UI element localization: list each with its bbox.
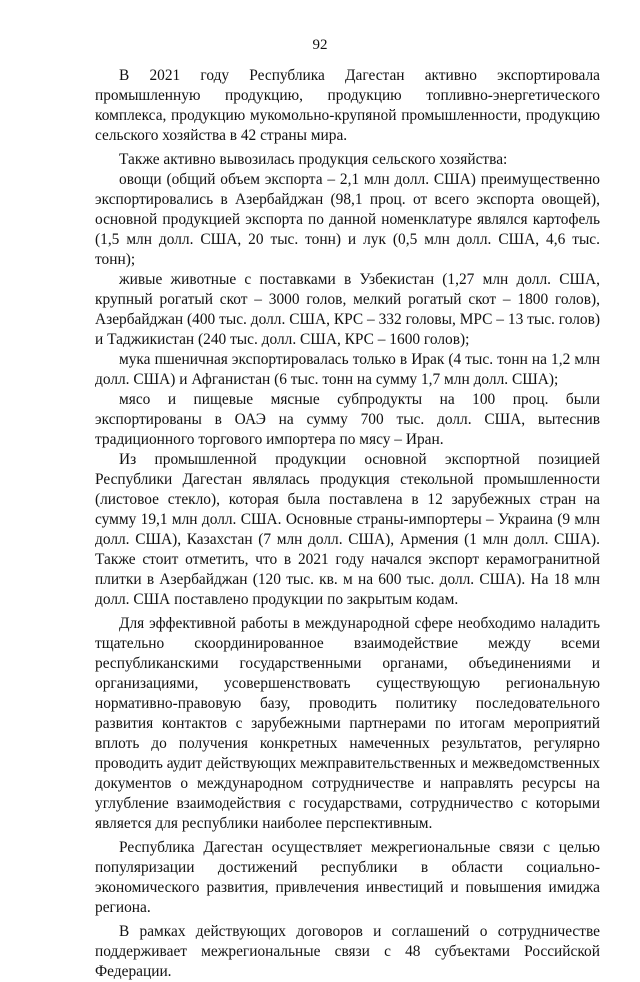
paragraph-agri-intro: Также активно вывозилась продукция сельского хозяйства:	[119, 151, 508, 168]
paragraph-export-overview: В 2021 году Республика Дагестан активно экспортировала промышленную продукцию, продукцию топливно-энергетического комплекса, продукцию мукомольно-крупяной промышленности, продукцию сельского хозяйства в 42 страны мира.	[95, 67, 600, 144]
paragraph-agreements: В рамках действующих договоров и соглашений о сотрудничестве поддерживает межрегиональные связи с 48 субъектами Российской Федерации.	[95, 923, 600, 980]
paragraph-meat: мясо и пищевые мясные субпродукты на 100 проц. были экспортированы в ОАЭ на сумму 700 тыс. долл. США, вытеснив традиционного торгового импортера по мясу – Иран.	[95, 391, 600, 448]
paragraph-livestock: живые животные с поставками в Узбекистан (1,27 млн долл. США, крупный рогатый скот – 3000 голов, мелкий рогатый скот – 1800 голов), Азербайджан (400 тыс. долл. США, КРС – 332 головы, МРС – 13 тыс. голов) и Таджикистан (240 тыс. долл. США, КРС – 1600 голов);	[95, 271, 600, 348]
paragraph-industrial: Из промышленной продукции основной экспортной позицией Республики Дагестан являлась продукция стекольной промышленности (листовое стекло), которая была поставлена в 12 зарубежных стран на сумму 19,1 млн долл. США. Основные страны-импортеры – Украина (9 млн долл. США), Казахстан (7 млн долл. США), Армения (1 млн долл. США). Также стоит отметить, что в 2021 году начался экспорт керамогранитной плитки в Азербайджан (120 тыс. кв. м на 600 тыс. долл. США). На 18 млн долл. США поставлено продукции по закрытым кодам.	[95, 451, 600, 608]
paragraph-interregional-links: Республика Дагестан осуществляет межрегиональные связи с целью популяризации достижений республики в области социально-экономического развития, привлечения инвестиций и повышения имиджа региона.	[95, 839, 600, 916]
page-number: 92	[312, 37, 328, 53]
paragraph-international-cooperation: Для эффективной работы в международной сфере необходимо наладить тщательно скоординированное взаимодействие между всеми республиканскими государственными органами, объединениями и организациями, усовершенствовать существующую региональную нормативно-правовую базу, проводить политику последовательного развития контактов с зарубежными партнерами по итогам мероприятий вплоть до получения конкретных намеченных результатов, регулярно проводить аудит действующих межправительственных и межведомственных документов о международном сотрудничестве и направлять ресурсы на углубление взаимодействия с государствами, сотрудничество с которыми является для республики наиболее перспективным.	[95, 615, 600, 832]
paragraph-flour: мука пшеничная экспортировалась только в Ирак (4 тыс. тонн на 1,2 млн долл. США) и Афганистан (6 тыс. тонн на сумму 1,7 млн долл. США);	[95, 351, 600, 388]
paragraph-vegetables: овощи (общий объем экспорта – 2,1 млн долл. США) преимущественно экспортировались в Азербайджан (98,1 проц. от всего экспорта овощей), основной продукцией экспорта по данной номенклатуре являлся картофель (1,5 млн долл. США, 20 тыс. тонн) и лук (0,5 млн долл. США, 4,6 тыс. тонн);	[95, 171, 600, 268]
document-body	[95, 66, 600, 982]
